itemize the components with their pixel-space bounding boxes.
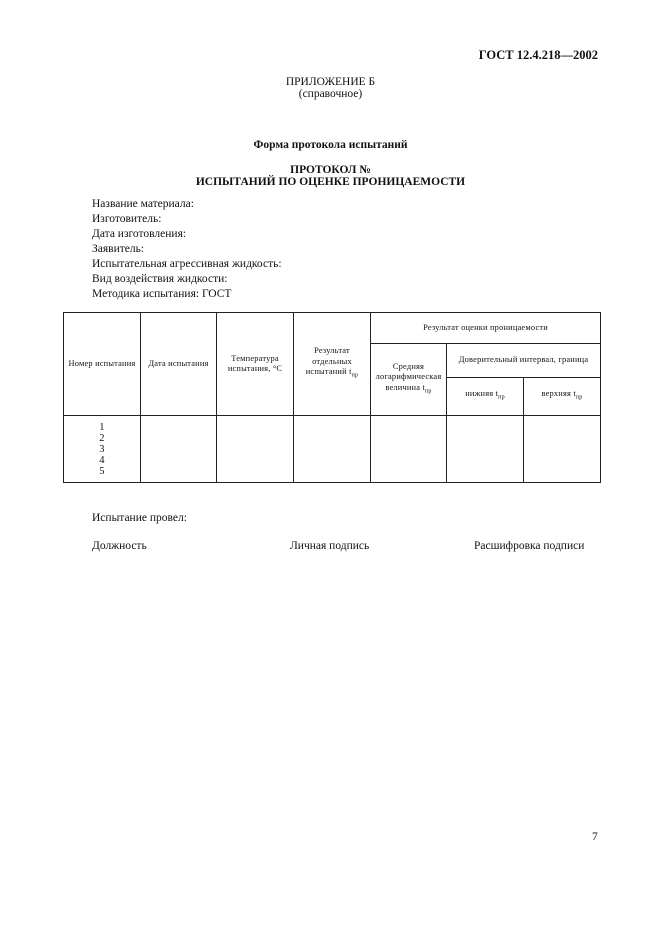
field-manufacturer: Изготовитель: — [92, 213, 162, 225]
header-permeability-group: Результат оценки проницаемости — [371, 313, 601, 344]
field-material: Название материала: — [92, 198, 194, 210]
subscript: пр — [424, 388, 432, 395]
table-row-number: 1 — [99, 421, 105, 433]
protocol-line-2: ИСПЫТАНИЙ ПО ОЦЕНКЕ ПРОНИЦАЕМОСТИ — [195, 176, 466, 188]
signature-decode: Расшифровка подписи — [474, 540, 585, 552]
standard-number: ГОСТ 12.4.218—2002 — [478, 48, 598, 62]
page-number: 7 — [592, 831, 598, 843]
subscript: пр — [575, 395, 583, 402]
table-row-number: 4 — [99, 454, 105, 466]
form-title: Форма протокола испытаний — [253, 139, 408, 151]
cell-upper-bound — [524, 416, 601, 483]
annex-title: ПРИЛОЖЕНИЕ Б — [285, 76, 376, 88]
signature-personal: Личная подпись — [290, 540, 370, 552]
field-test-liquid: Испытательная агрессивная жидкость: — [92, 258, 282, 270]
protocol-line-1: ПРОТОКОЛ № — [290, 164, 371, 176]
field-manufacture-date: Дата изготовления: — [92, 228, 187, 240]
test-number-list — [64, 416, 141, 483]
cell-temperature — [217, 416, 294, 483]
cell-lower-bound — [447, 416, 524, 483]
header-confidence-interval: Доверительный интервал, граница — [447, 344, 601, 378]
cell-individual-result — [294, 416, 371, 483]
header-individual-result: Результат отдельных испытаний $t_{пр}$ — [294, 313, 371, 416]
header-lower-bound: нижняя $t_{пр}$ — [447, 378, 524, 416]
header-upper-bound: верхняя $t_{пр}$ — [524, 378, 601, 416]
protocol-heading — [0, 164, 661, 188]
subscript: пр — [498, 395, 505, 402]
table-row-number: 5 — [99, 465, 105, 477]
annex-note: (справочное) — [298, 88, 363, 100]
header-temperature: Температура испытания, °С — [217, 313, 294, 416]
cell-date — [141, 416, 217, 483]
header-test-date: Дата испытания — [141, 313, 217, 416]
header-mean-log: Средняя логарифмическая величина $t_{пр}$ — [371, 344, 447, 416]
signature-position: Должность — [92, 540, 147, 552]
conducted-by-label: Испытание провел: — [92, 512, 187, 524]
field-exposure-type: Вид воздействия жидкости: — [92, 273, 228, 285]
field-test-method: Методика испытания: ГОСТ — [92, 288, 232, 300]
field-applicant: Заявитель: — [92, 243, 145, 255]
subscript: пр — [351, 373, 359, 380]
table-row-number: 2 — [99, 432, 105, 444]
table-row-number: 3 — [99, 443, 105, 455]
results-table — [63, 312, 601, 483]
protocol-fields — [92, 197, 282, 302]
header-test-number: Номер испытания — [64, 313, 141, 416]
cell-mean-log — [371, 416, 447, 483]
annex-heading — [0, 76, 661, 100]
